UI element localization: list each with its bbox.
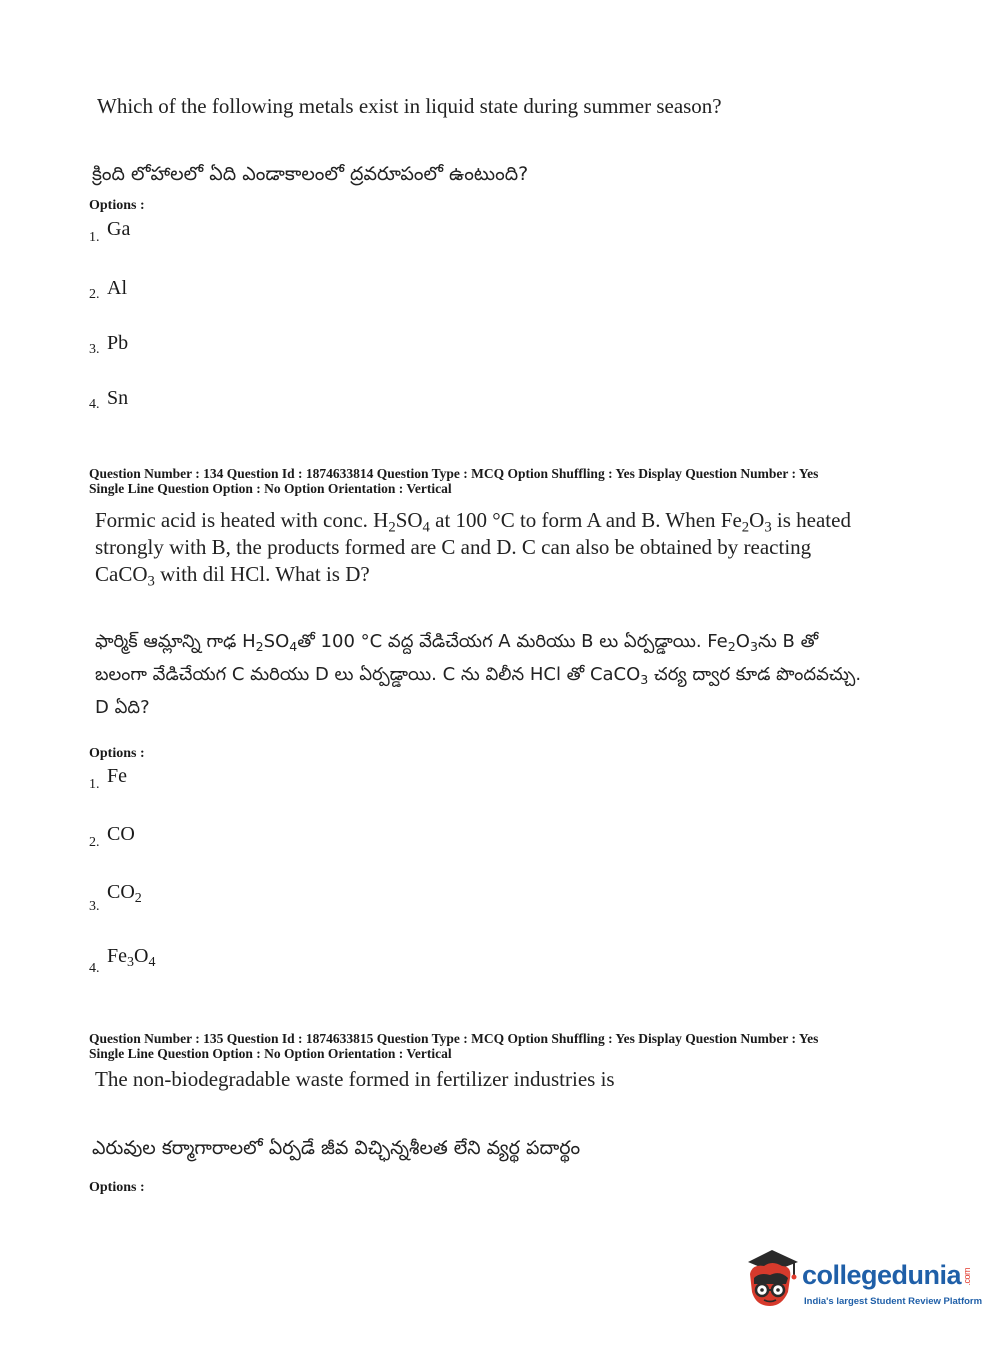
logo-wordmark: collegedunia.com xyxy=(802,1260,973,1290)
option-number: 4. xyxy=(89,397,100,412)
mascot-icon xyxy=(742,1248,800,1310)
option-number: 3. xyxy=(89,342,100,357)
option-value: $CO_2$ xyxy=(107,881,142,907)
question-135-text-en: The non-biodegradable waste formed in fertilizer industries is xyxy=(95,1067,615,1091)
option-number: 3. xyxy=(89,899,100,914)
meta-line: Question Number : 135 Question Id : 1874633815 Question Type : MCQ Option Shuffling : Yes Display Question Number : Yes xyxy=(89,1031,819,1046)
question-133-text-te: క్రింది లోహాలలో ఏది ఎండాకాలంలో ద్రవరూపంలో ఉంటుంది? xyxy=(92,163,529,185)
meta-line: Single Line Question Option : No Option Orientation : Vertical xyxy=(89,1046,452,1061)
logo-suffix: .com xyxy=(962,1268,973,1286)
option-number: 2. xyxy=(89,835,100,850)
option-value: Sn xyxy=(107,387,129,409)
option-number: 1. xyxy=(89,777,100,792)
logo-tagline: India's largest Student Review Platform xyxy=(804,1296,983,1307)
option-number: 1. xyxy=(89,230,100,245)
question-134-text-en: Formic acid is heated with conc. $H_2SO_4$ at 100 °C to form A and B. When $Fe_2O_3$ is heated strongly with B, the products formed are C and D. C can also be obtained by reacting CaCO$_3$ with dil HCl. What is D? xyxy=(95,508,851,590)
option-value: CO xyxy=(107,823,135,845)
meta-line: Question Number : 134 Question Id : 1874633814 Question Type : MCQ Option Shuffling : Yes Display Question Number : Yes xyxy=(89,466,819,481)
options-label: Options : xyxy=(89,198,145,213)
question-135-meta xyxy=(89,1031,818,1061)
question-134-meta xyxy=(89,466,818,496)
option-value: Al xyxy=(107,277,127,299)
meta-line: Single Line Question Option : No Option Orientation : Vertical xyxy=(89,481,452,496)
option-value: Ga xyxy=(107,218,131,240)
options-label: Options : xyxy=(89,1180,145,1195)
options-label: Options : xyxy=(89,746,145,761)
option-value: $Fe_3O_4$ xyxy=(107,945,156,971)
question-134-text-te: ఫార్మిక్ ఆమ్లాన్ని గాఢ $H_2SO_4తో$ 100 °C వద్ద వేడిచేయగ A మరియు B లు ఏర్పడ్డాయి. $Fe_2O_3ను$ B తో బలంగా వేడిచేయగ C మరియు D లు ఏర్పడ్డాయి. C ను విలీన HCl తో CaCO$_3$ చర్య ద్వార కూడ పొందవచ్చు. D ఏది? xyxy=(95,631,862,718)
question-135-text-te: ఎరువుల కర్మాగారాలలో ఏర్పడే జీవ విచ్ఛిన్నశీలత లేని వ్యర్థ పదార్థం xyxy=(92,1137,581,1159)
option-value: Pb xyxy=(107,332,129,354)
option-number: 4. xyxy=(89,961,100,976)
collegedunia-logo xyxy=(742,1248,983,1316)
option-value: Fe xyxy=(107,765,127,787)
option-number: 2. xyxy=(89,287,100,302)
question-133-text-en: Which of the following metals exist in liquid state during summer season? xyxy=(97,94,722,118)
